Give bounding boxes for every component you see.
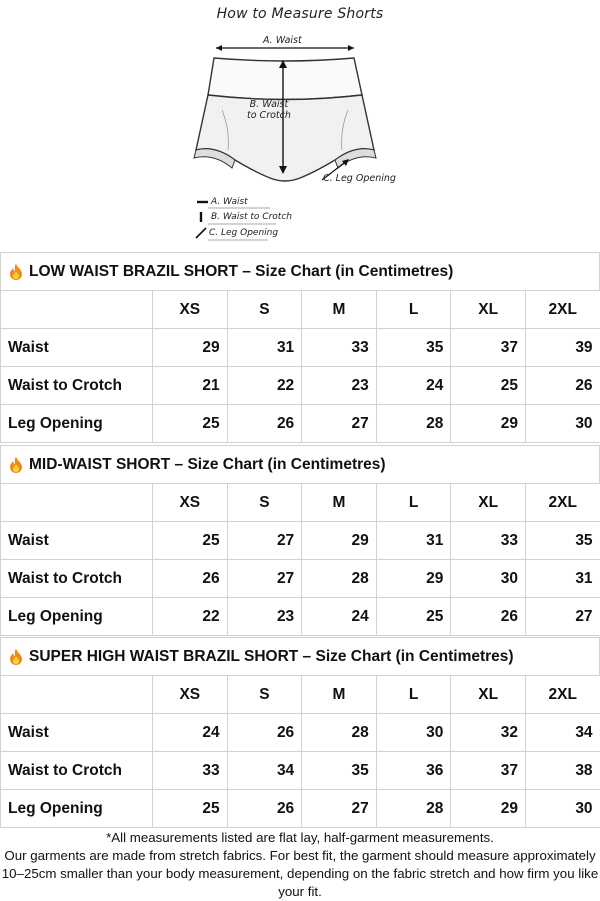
- value-cell: 23: [302, 367, 377, 405]
- value-cell: 29: [451, 790, 526, 828]
- value-cell: 29: [302, 522, 377, 560]
- value-cell: 39: [525, 329, 600, 367]
- value-cell: 30: [525, 790, 600, 828]
- size-table: [0, 483, 600, 636]
- value-cell: 28: [302, 714, 377, 752]
- value-cell: 27: [302, 790, 377, 828]
- value-cell: 24: [302, 598, 377, 636]
- section-title: SUPER HIGH WAIST BRAZIL SHORT – Size Chart (in Centimetres): [0, 637, 600, 675]
- row-label: Leg Opening: [1, 790, 153, 828]
- value-cell: 30: [376, 714, 451, 752]
- size-table: [0, 675, 600, 828]
- footnote-flat-lay: *All measurements listed are flat lay, half-garment measurements.: [0, 829, 600, 847]
- value-cell: 21: [153, 367, 228, 405]
- row-label: Leg Opening: [1, 598, 153, 636]
- value-cell: 25: [451, 367, 526, 405]
- measure-diagram: [0, 0, 600, 250]
- corner-cell: [1, 291, 153, 329]
- value-cell: 27: [302, 405, 377, 443]
- value-cell: 22: [153, 598, 228, 636]
- value-cell: 26: [227, 405, 302, 443]
- size-header: M: [302, 676, 377, 714]
- fire-icon: [8, 456, 24, 474]
- footnote-stretch: Our garments are made from stretch fabrics. For best fit, the garment should measure approximately 10–25cm smaller than your body measurement, depending on the fabric stretch and how firm you like your fit.: [0, 847, 600, 901]
- size-header: XS: [153, 676, 228, 714]
- table-row: [1, 752, 600, 790]
- value-cell: 35: [302, 752, 377, 790]
- value-cell: 37: [451, 752, 526, 790]
- row-label: Waist: [1, 714, 153, 752]
- value-cell: 28: [376, 405, 451, 443]
- legend-waist: A. Waist: [211, 197, 248, 207]
- legend-waist-crotch: B. Waist to Crotch: [211, 212, 292, 222]
- value-cell: 38: [525, 752, 600, 790]
- value-cell: 31: [227, 329, 302, 367]
- size-header: XL: [451, 291, 526, 329]
- row-label: Waist to Crotch: [1, 752, 153, 790]
- value-cell: 31: [525, 560, 600, 598]
- value-cell: 33: [451, 522, 526, 560]
- value-cell: 27: [227, 560, 302, 598]
- size-header: 2XL: [525, 484, 600, 522]
- value-cell: 32: [451, 714, 526, 752]
- value-cell: 27: [525, 598, 600, 636]
- value-cell: 34: [525, 714, 600, 752]
- table-row: [1, 598, 600, 636]
- value-cell: 24: [376, 367, 451, 405]
- value-cell: 30: [451, 560, 526, 598]
- value-cell: 26: [525, 367, 600, 405]
- size-header: L: [376, 291, 451, 329]
- value-cell: 33: [153, 752, 228, 790]
- table-row: [1, 790, 600, 828]
- size-header: L: [376, 484, 451, 522]
- table-row: [1, 522, 600, 560]
- value-cell: 34: [227, 752, 302, 790]
- corner-cell: [1, 484, 153, 522]
- section-title: MID-WAIST SHORT – Size Chart (in Centimetres): [0, 445, 600, 483]
- value-cell: 28: [302, 560, 377, 598]
- value-cell: 29: [451, 405, 526, 443]
- row-label: Waist: [1, 522, 153, 560]
- row-label: Waist to Crotch: [1, 560, 153, 598]
- size-header: XL: [451, 484, 526, 522]
- header-row: [1, 676, 600, 714]
- value-cell: 29: [153, 329, 228, 367]
- size-header: S: [227, 676, 302, 714]
- value-cell: 26: [227, 714, 302, 752]
- value-cell: 25: [376, 598, 451, 636]
- size-header: XS: [153, 484, 228, 522]
- table-row: [1, 405, 600, 443]
- fire-icon: [8, 263, 24, 281]
- size-header: M: [302, 484, 377, 522]
- size-header: S: [227, 291, 302, 329]
- row-label: Waist to Crotch: [1, 367, 153, 405]
- value-cell: 25: [153, 522, 228, 560]
- table-row: [1, 560, 600, 598]
- fire-icon: [8, 648, 24, 666]
- section-title: LOW WAIST BRAZIL SHORT – Size Chart (in Centimetres): [0, 252, 600, 290]
- header-row: [1, 484, 600, 522]
- value-cell: 26: [153, 560, 228, 598]
- value-cell: 36: [376, 752, 451, 790]
- value-cell: 30: [525, 405, 600, 443]
- size-header: M: [302, 291, 377, 329]
- size-header: XS: [153, 291, 228, 329]
- header-row: [1, 291, 600, 329]
- size-table: [0, 290, 600, 443]
- size-chart-mid-waist: [0, 445, 600, 636]
- table-row: [1, 714, 600, 752]
- size-header: 2XL: [525, 676, 600, 714]
- value-cell: 27: [227, 522, 302, 560]
- value-cell: 22: [227, 367, 302, 405]
- value-cell: 35: [376, 329, 451, 367]
- label-leg-opening: C. Leg Opening: [323, 173, 396, 184]
- value-cell: 26: [451, 598, 526, 636]
- legend-leg-opening: C. Leg Opening: [209, 228, 278, 238]
- value-cell: 29: [376, 560, 451, 598]
- size-header: L: [376, 676, 451, 714]
- corner-cell: [1, 676, 153, 714]
- value-cell: 31: [376, 522, 451, 560]
- label-waist: A. Waist: [263, 35, 302, 46]
- value-cell: 25: [153, 790, 228, 828]
- value-cell: 26: [227, 790, 302, 828]
- footnotes: [0, 829, 600, 901]
- value-cell: 33: [302, 329, 377, 367]
- row-label: Leg Opening: [1, 405, 153, 443]
- table-row: [1, 367, 600, 405]
- table-row: [1, 329, 600, 367]
- row-label: Waist: [1, 329, 153, 367]
- label-waist-crotch: B. Waist to Crotch: [247, 99, 291, 121]
- value-cell: 28: [376, 790, 451, 828]
- value-cell: 23: [227, 598, 302, 636]
- value-cell: 37: [451, 329, 526, 367]
- size-header: XL: [451, 676, 526, 714]
- size-chart-super-high-waist: [0, 637, 600, 828]
- size-header: S: [227, 484, 302, 522]
- value-cell: 24: [153, 714, 228, 752]
- value-cell: 35: [525, 522, 600, 560]
- value-cell: 25: [153, 405, 228, 443]
- size-chart-low-waist: [0, 252, 600, 443]
- diagram-title: How to Measure Shorts: [0, 6, 600, 22]
- size-header: 2XL: [525, 291, 600, 329]
